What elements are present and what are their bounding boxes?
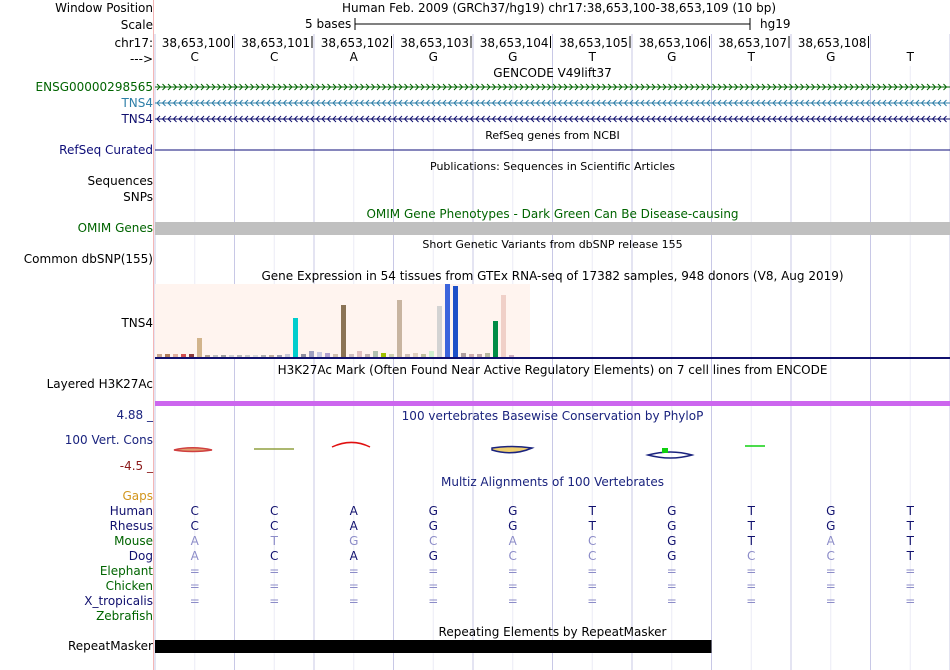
gtex-tissue-bar bbox=[197, 338, 202, 357]
base-position-label: 38,653,105 bbox=[559, 36, 628, 50]
multiz-aligned-base: = bbox=[905, 564, 916, 578]
multiz-aligned-base: T bbox=[906, 534, 914, 548]
gtex-tissue-bar bbox=[261, 355, 266, 357]
multiz-aligned-base: = bbox=[825, 564, 836, 578]
gtex-tissue-bar bbox=[253, 355, 258, 357]
gtex-tissue-bar bbox=[157, 354, 162, 357]
gtex-tissue-bar bbox=[461, 353, 466, 357]
multiz-track-title[interactable]: Multiz Alignments of 100 Vertebrates bbox=[440, 475, 665, 489]
multiz-aligned-base: T bbox=[747, 504, 755, 518]
multiz-aligned-base: G bbox=[508, 504, 518, 518]
h3k27ac-label[interactable]: Layered H3K27Ac bbox=[46, 377, 153, 391]
gtex-tissue-bar bbox=[477, 354, 482, 357]
publications-track-title[interactable]: Publications: Sequences in Scientific Articles bbox=[430, 160, 675, 173]
gtex-tissue-bar bbox=[453, 286, 458, 357]
gtex-track-title[interactable]: Gene Expression in 54 tissues from GTEx RNA-seq of 17382 samples, 948 donors (V8, Aug 2019) bbox=[261, 269, 844, 283]
multiz-aligned-base: = bbox=[746, 564, 757, 578]
multiz-aligned-base: G bbox=[428, 519, 438, 533]
multiz-aligned-base: C bbox=[588, 534, 597, 548]
multiz-aligned-base: G bbox=[826, 504, 836, 518]
multiz-aligned-base: C bbox=[270, 519, 279, 533]
multiz-species-label[interactable]: Zebrafish bbox=[96, 609, 153, 623]
multiz-aligned-base: = bbox=[666, 564, 677, 578]
phylop-min-label: -4.5 _ bbox=[119, 459, 153, 473]
multiz-aligned-base: G bbox=[349, 534, 359, 548]
multiz-aligned-base: A bbox=[349, 519, 358, 533]
base-letter: T bbox=[588, 50, 596, 64]
multiz-aligned-base: = bbox=[746, 594, 757, 608]
multiz-species-label[interactable]: X_tropicalis bbox=[84, 594, 153, 608]
gencode-row-ensg-label[interactable]: ENSG00000298565 bbox=[35, 80, 153, 94]
multiz-aligned-base: C bbox=[270, 504, 279, 518]
repeatmasker-element-bar bbox=[155, 640, 712, 653]
multiz-aligned-base: A bbox=[349, 504, 358, 518]
multiz-aligned-base: = bbox=[269, 579, 280, 593]
multiz-aligned-base: = bbox=[507, 564, 518, 578]
phylop-score-mark bbox=[662, 448, 668, 453]
gtex-tissue-bar bbox=[493, 321, 498, 357]
multiz-aligned-base: A bbox=[349, 549, 358, 563]
dbsnp-track-title[interactable]: Short Genetic Variants from dbSNP release 155 bbox=[422, 238, 683, 251]
gtex-tissue-bar bbox=[173, 354, 178, 357]
multiz-aligned-base: = bbox=[189, 579, 200, 593]
chrom-label: chr17: bbox=[114, 36, 153, 50]
multiz-aligned-base: = bbox=[348, 564, 359, 578]
scale-assembly: hg19 bbox=[760, 17, 791, 31]
multiz-aligned-base: G bbox=[508, 519, 518, 533]
gencode-row-tns4-label-2[interactable]: TNS4 bbox=[121, 112, 153, 126]
base-position-label: 38,653,103 bbox=[400, 36, 469, 50]
gtex-tissue-bar bbox=[213, 355, 218, 357]
multiz-aligned-base: C bbox=[826, 549, 835, 563]
multiz-species-label[interactable]: Chicken bbox=[105, 579, 153, 593]
gtex-tissue-bar bbox=[309, 351, 314, 357]
window-position-value: Human Feb. 2009 (GRCh37/hg19) chr17:38,653,100-38,653,109 (10 bp) bbox=[342, 1, 777, 15]
multiz-aligned-base: T bbox=[747, 534, 755, 548]
gtex-tissue-bar bbox=[245, 355, 250, 357]
multiz-aligned-base: G bbox=[667, 519, 677, 533]
multiz-aligned-base: = bbox=[905, 579, 916, 593]
multiz-aligned-base: = bbox=[587, 564, 598, 578]
phylop-track-title[interactable]: 100 vertebrates Basewise Conservation by PhyloP bbox=[401, 409, 704, 423]
gtex-tissue-bar bbox=[317, 352, 322, 357]
multiz-aligned-base: G bbox=[667, 534, 677, 548]
base-letter: G bbox=[428, 50, 438, 64]
base-position-label: 38,653,101 bbox=[241, 36, 310, 50]
multiz-aligned-base: T bbox=[906, 519, 914, 533]
base-letter: C bbox=[190, 50, 199, 64]
gtex-tissue-bar bbox=[333, 354, 338, 357]
multiz-aligned-base: T bbox=[270, 534, 278, 548]
gtex-tissue-bar bbox=[413, 353, 418, 357]
multiz-aligned-base: G bbox=[428, 549, 438, 563]
h3k27ac-signal-bar bbox=[155, 401, 950, 406]
phylop-score-mark bbox=[648, 452, 692, 458]
gtex-tissue-bar bbox=[421, 354, 426, 357]
multiz-aligned-base: C bbox=[747, 549, 756, 563]
multiz-aligned-base: = bbox=[348, 579, 359, 593]
base-letter: G bbox=[667, 50, 677, 64]
multiz-aligned-base: C bbox=[190, 519, 199, 533]
repeatmasker-track-title[interactable]: Repeating Elements by RepeatMasker bbox=[438, 625, 667, 639]
gtex-tissue-bar bbox=[389, 354, 394, 357]
h3k27ac-track-title[interactable]: H3K27Ac Mark (Often Found Near Active Regulatory Elements) on 7 cell lines from ENCODE bbox=[277, 363, 828, 377]
phylop-score-mark bbox=[174, 448, 212, 452]
multiz-aligned-base: = bbox=[825, 579, 836, 593]
gtex-tissue-bar bbox=[485, 353, 490, 357]
dbsnp-label[interactable]: Common dbSNP(155) bbox=[23, 252, 153, 266]
phylop-score-mark bbox=[492, 447, 532, 453]
multiz-aligned-base: = bbox=[587, 579, 598, 593]
gtex-tissue-bar bbox=[349, 354, 354, 357]
gtex-tissue-bar bbox=[325, 353, 330, 357]
multiz-aligned-base: = bbox=[189, 564, 200, 578]
multiz-aligned-base: T bbox=[747, 519, 755, 533]
multiz-aligned-base: = bbox=[428, 579, 439, 593]
gtex-tissue-bar bbox=[365, 354, 370, 357]
multiz-aligned-base: C bbox=[508, 549, 517, 563]
omim-bar bbox=[155, 222, 950, 235]
multiz-aligned-base: T bbox=[588, 504, 596, 518]
base-position-label: 38,653,104 bbox=[479, 36, 549, 50]
gtex-tissue-bar bbox=[469, 354, 474, 357]
multiz-aligned-base: = bbox=[189, 594, 200, 608]
gtex-tissue-bar bbox=[509, 355, 514, 357]
gtex-tissue-bar bbox=[269, 355, 274, 357]
publications-sequences-label[interactable]: Sequences bbox=[87, 174, 153, 188]
gtex-tissue-bar bbox=[277, 355, 282, 357]
base-letter: T bbox=[747, 50, 755, 64]
multiz-aligned-base: = bbox=[905, 594, 916, 608]
multiz-species-label[interactable]: Elephant bbox=[99, 564, 153, 578]
multiz-aligned-base: = bbox=[507, 579, 518, 593]
multiz-aligned-base: A bbox=[508, 534, 517, 548]
base-position-label: 38,653,106 bbox=[638, 36, 708, 50]
phylop-max-label: 4.88 _ bbox=[116, 408, 153, 422]
gtex-tissue-bar bbox=[429, 351, 434, 357]
multiz-gaps-label[interactable]: Gaps bbox=[122, 489, 153, 503]
multiz-aligned-base: C bbox=[429, 534, 438, 548]
multiz-aligned-base: C bbox=[588, 549, 597, 563]
gtex-tissue-bar bbox=[437, 306, 442, 357]
multiz-aligned-base: = bbox=[507, 594, 518, 608]
gtex-tissue-bar bbox=[221, 355, 226, 357]
gtex-tissue-bar bbox=[165, 354, 170, 357]
window-position-label: Window Position bbox=[55, 1, 153, 15]
multiz-aligned-base: = bbox=[428, 564, 439, 578]
gtex-tissue-bar bbox=[405, 354, 410, 357]
omim-genes-label[interactable]: OMIM Genes bbox=[77, 221, 153, 235]
gtex-tissue-bar bbox=[301, 354, 306, 357]
multiz-aligned-base: = bbox=[428, 594, 439, 608]
multiz-species-label[interactable]: Rhesus bbox=[109, 519, 153, 533]
refseq-track-title[interactable]: RefSeq genes from NCBI bbox=[485, 129, 620, 142]
omim-track-title[interactable]: OMIM Gene Phenotypes - Dark Green Can Be Disease-causing bbox=[366, 207, 739, 221]
gtex-tissue-bar bbox=[189, 354, 194, 357]
multiz-aligned-base: = bbox=[269, 594, 280, 608]
multiz-aligned-base: G bbox=[667, 504, 677, 518]
base-letter: G bbox=[508, 50, 518, 64]
gtex-tissue-bar bbox=[205, 355, 210, 357]
multiz-aligned-base: = bbox=[587, 594, 598, 608]
gtex-tissue-bar bbox=[293, 318, 298, 357]
phylop-track-label[interactable]: 100 Vert. Cons bbox=[64, 433, 153, 447]
multiz-aligned-base: = bbox=[746, 579, 757, 593]
multiz-aligned-base: G bbox=[667, 549, 677, 563]
multiz-aligned-base: T bbox=[906, 504, 914, 518]
gtex-tissue-bar bbox=[501, 295, 506, 357]
base-position-label: 38,653,107 bbox=[718, 36, 787, 50]
multiz-aligned-base: = bbox=[666, 594, 677, 608]
gtex-tissue-bar bbox=[397, 300, 402, 357]
base-letter: A bbox=[349, 50, 358, 64]
multiz-aligned-base: C bbox=[190, 504, 199, 518]
gtex-tissue-bar bbox=[237, 355, 242, 357]
multiz-species-label[interactable]: Mouse bbox=[114, 534, 153, 548]
strand-label: ---> bbox=[129, 52, 153, 66]
publications-snps-label[interactable]: SNPs bbox=[123, 190, 153, 204]
gtex-tissue-bar bbox=[229, 355, 234, 357]
multiz-aligned-base: A bbox=[190, 549, 199, 563]
multiz-aligned-base: = bbox=[666, 579, 677, 593]
base-letter: C bbox=[270, 50, 279, 64]
multiz-aligned-base: T bbox=[588, 519, 596, 533]
scale-text: 5 bases bbox=[305, 17, 352, 31]
multiz-species-label[interactable]: Dog bbox=[128, 549, 153, 563]
gtex-tissue-bar bbox=[445, 284, 450, 357]
scale-label: Scale bbox=[120, 18, 153, 32]
base-letter: T bbox=[906, 50, 914, 64]
gencode-track-title[interactable]: GENCODE V49lift37 bbox=[493, 66, 612, 80]
multiz-aligned-base: G bbox=[826, 519, 836, 533]
multiz-aligned-base: = bbox=[825, 594, 836, 608]
gtex-tissue-bar bbox=[341, 305, 346, 357]
multiz-aligned-base: = bbox=[269, 564, 280, 578]
multiz-aligned-base: A bbox=[826, 534, 835, 548]
refseq-curated-label[interactable]: RefSeq Curated bbox=[59, 143, 153, 157]
gtex-gene-label[interactable]: TNS4 bbox=[121, 316, 153, 330]
gtex-tissue-bar bbox=[381, 353, 386, 357]
base-position-label: 38,653,108 bbox=[797, 36, 867, 50]
gtex-tissue-bar bbox=[357, 351, 362, 357]
multiz-aligned-base: = bbox=[348, 594, 359, 608]
base-letter: G bbox=[826, 50, 836, 64]
gencode-row-tns4-label[interactable]: TNS4 bbox=[121, 96, 153, 110]
multiz-aligned-base: A bbox=[190, 534, 199, 548]
gtex-tissue-bar bbox=[181, 354, 186, 357]
multiz-species-label[interactable]: Human bbox=[109, 504, 153, 518]
gtex-tissue-bar bbox=[285, 354, 290, 357]
phylop-score-mark bbox=[332, 443, 370, 448]
repeatmasker-label[interactable]: RepeatMasker bbox=[67, 639, 153, 653]
multiz-aligned-base: C bbox=[270, 549, 279, 563]
gtex-tissue-bar bbox=[373, 351, 378, 357]
multiz-aligned-base: G bbox=[428, 504, 438, 518]
base-position-label: 38,653,102 bbox=[320, 36, 390, 50]
multiz-aligned-base: T bbox=[906, 549, 914, 563]
base-position-label: 38,653,100 bbox=[161, 36, 231, 50]
